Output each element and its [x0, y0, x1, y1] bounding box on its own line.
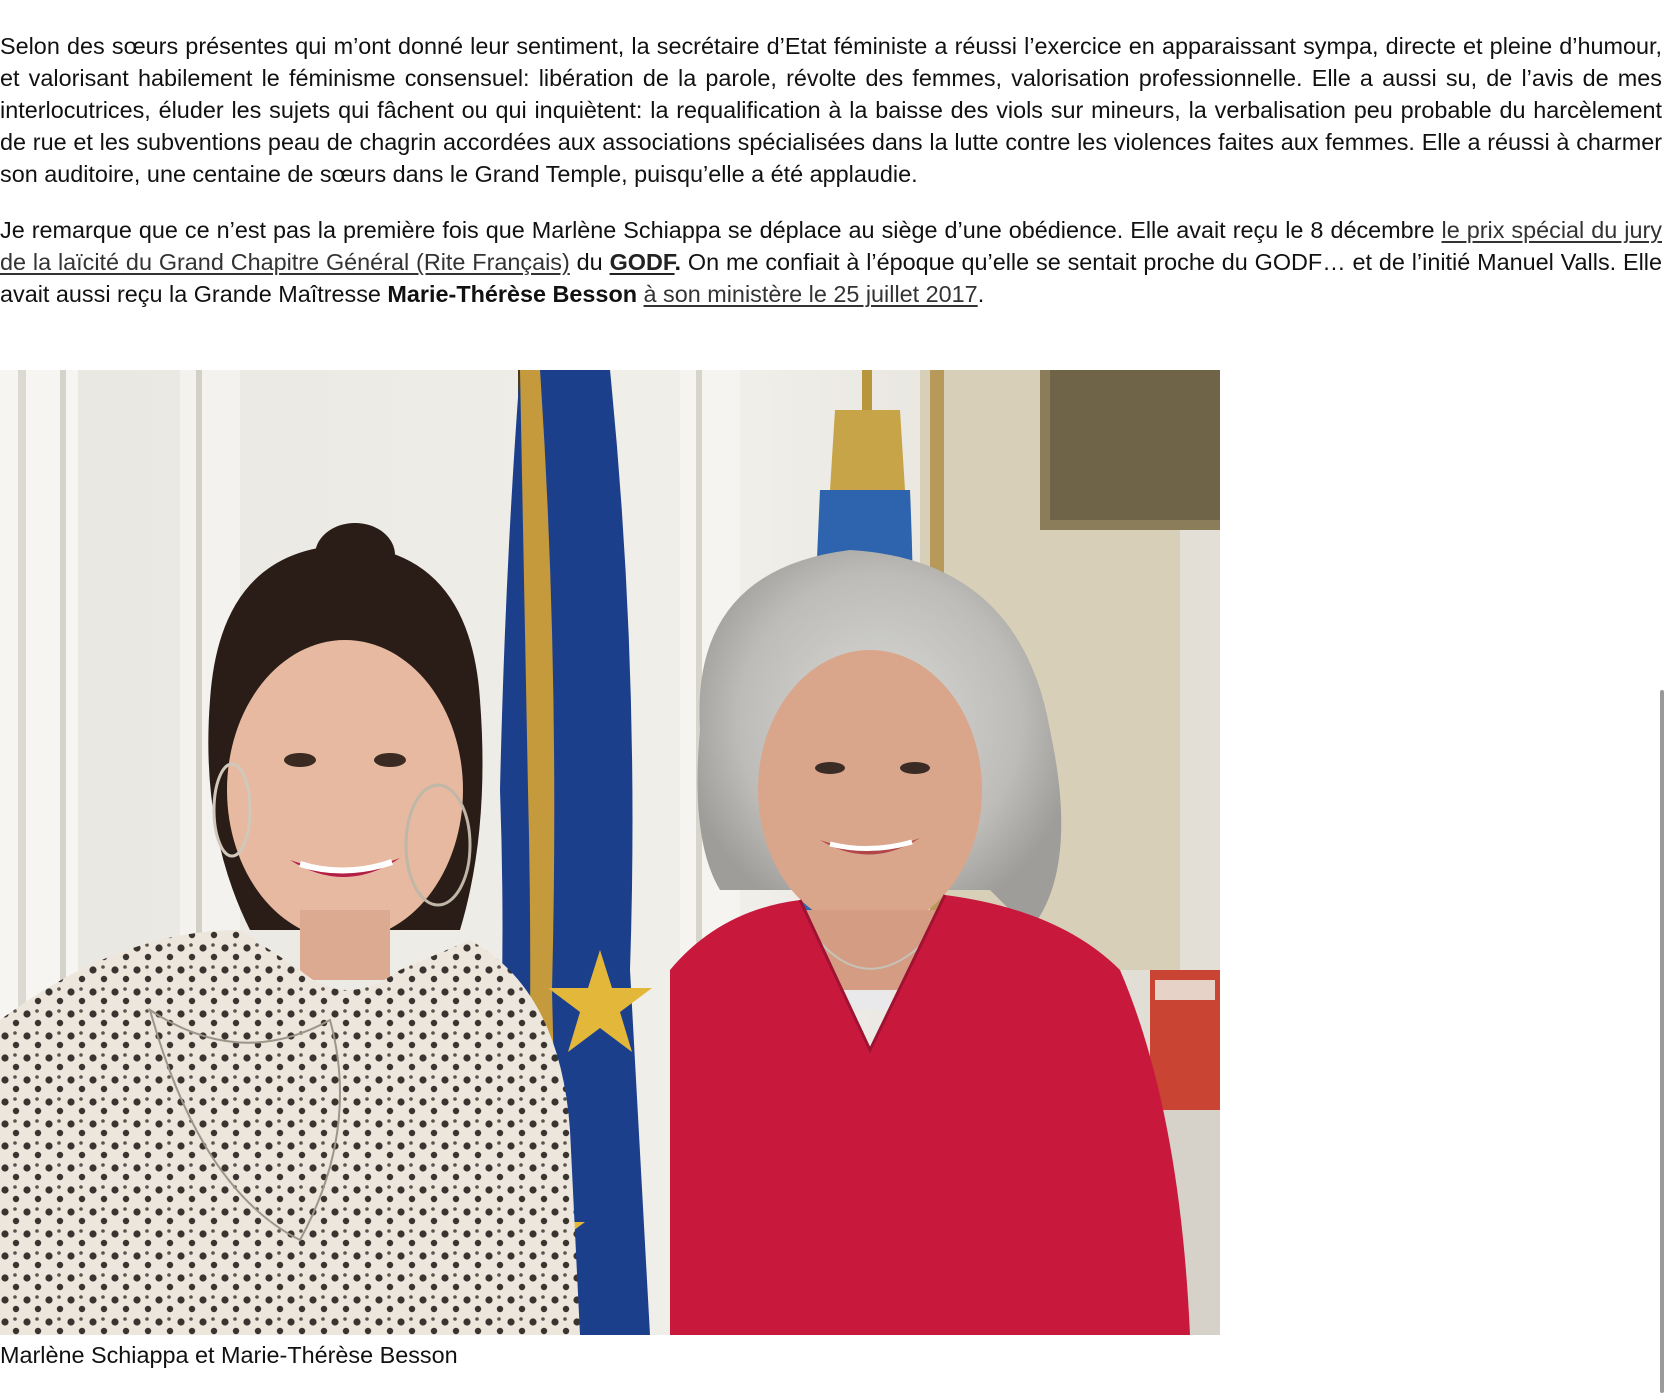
paragraph-2-text-4: On me confiait à l’époque qu’elle se sentait proche du GODF… et de l’initié Manuel Valls. Elle avait aussi reçu la Grande Maîtresse: [0, 249, 1663, 307]
paragraph-2: [0, 214, 1662, 310]
photo-figure: [0, 370, 1220, 1371]
page-scrollbar[interactable]: [1660, 690, 1664, 1393]
right-woman-face: [758, 650, 982, 930]
link-godf[interactable]: GODF: [609, 249, 675, 275]
paragraph-2-text-1: Je remarque que ce n’est pas la première fois que Marlène Schiappa se déplace au siège d’une obédience. Elle avait reçu le 8 décembre: [0, 217, 1442, 243]
paragraph-2-text-2: du: [569, 249, 610, 275]
photo-caption: Marlène Schiappa et Marie-Thérèse Besson: [0, 1342, 458, 1368]
photo-schiappa-besson[interactable]: [0, 370, 1220, 1335]
link-prix-special-jury[interactable]: le prix spécial du jury de la laïcité du Grand Chapitre Général (Rite Français): [0, 217, 1662, 275]
paragraph-1: Selon des sœurs présentes qui m’ont donné leur sentiment, la secrétaire d’Etat féministe a réussi l’exercice en apparaissant sympa, directe et pleine d’humour, et valorisant habilement le féminisme consensuel: libération de la parole, révolte des femmes, valorisation professionnelle. Elle a aussi su, de l’avis de mes interlocutrices, éluder les sujets qui fâchent ou qui inquiètent: la requalification à la baisse des viols sur mineurs, la verbalisation peu probable du harcèlement de rue et les subventions peau de chagrin accordées aux associations spécialisées dans la lutte contre les violences faites aux femmes. Elle a réussi à charmer son auditoire, une centaine de sœurs dans le Grand Temple, puisqu’elle a été applaudie.: [0, 33, 1662, 187]
paragraph-2-text-6: .: [977, 281, 985, 307]
name-marie-therese-besson: Marie-Thérèse Besson: [387, 281, 638, 307]
article-body: [0, 30, 1662, 310]
paragraph-2-period: .: [674, 249, 682, 275]
photo-illustration: [0, 370, 1220, 1335]
link-ministere-25-juillet-2017[interactable]: à son ministère le 25 juillet 2017: [643, 281, 978, 307]
left-woman-face: [227, 640, 463, 940]
